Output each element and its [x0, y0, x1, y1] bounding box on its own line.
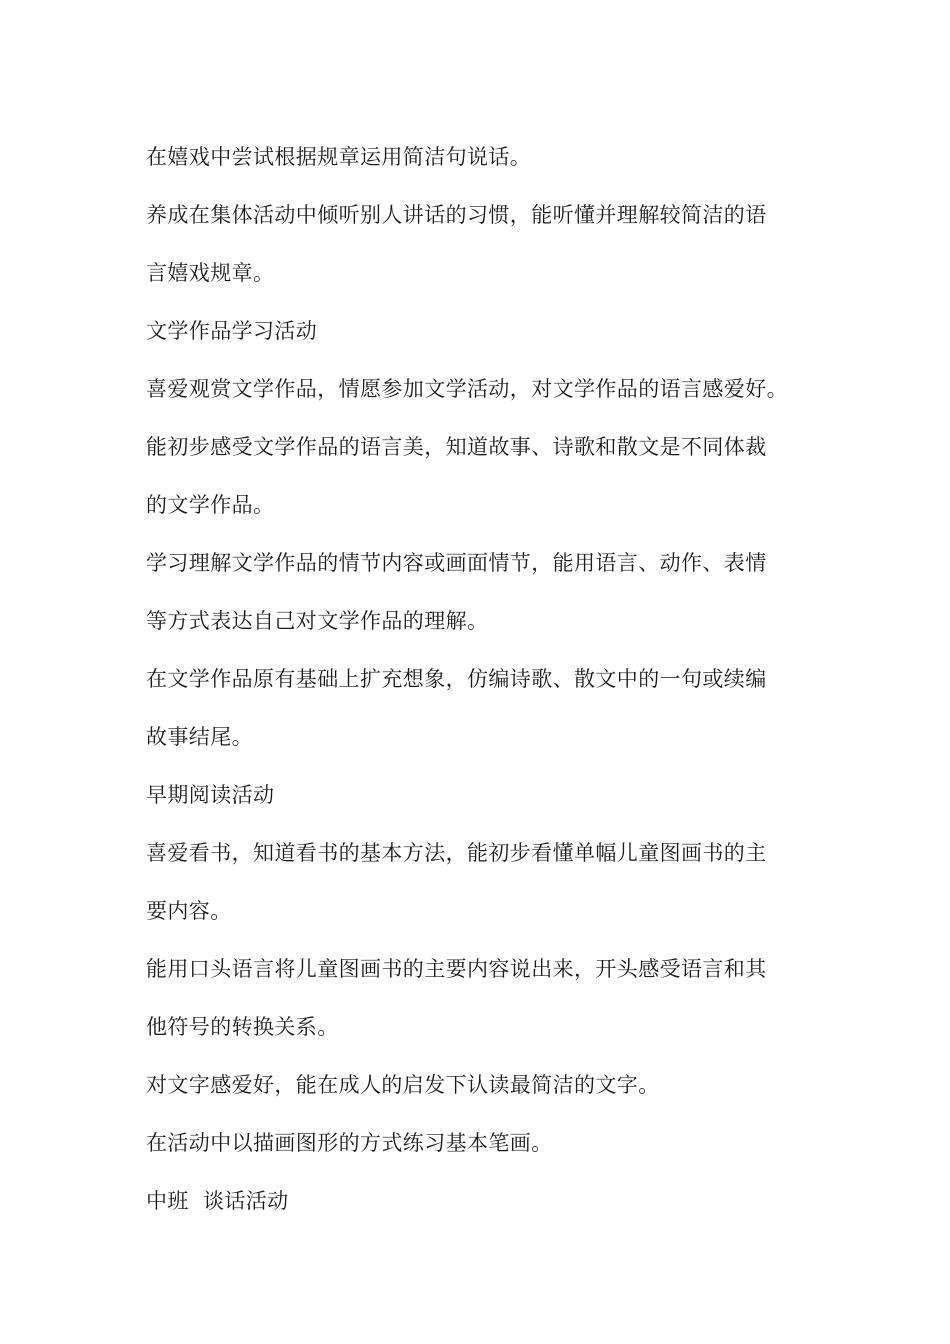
text-line: 等方式表达自己对文学作品的理解。	[146, 609, 489, 633]
text-line: 喜爱看书，知道看书的基本方法，能初步看懂单幅儿童图画书的主	[146, 841, 767, 865]
text-line: 喜爱观赏文学作品，情愿参加文学活动，对文学作品的语言感爱好。	[146, 377, 788, 401]
text-line: 言嬉戏规章。	[146, 261, 275, 285]
text-line: 他符号的转换关系。	[146, 1015, 339, 1039]
section-heading: 早期阅读活动	[146, 783, 275, 807]
section-heading: 文学作品学习活动	[146, 319, 318, 343]
text-line: 的文学作品。	[146, 493, 275, 517]
text-line: 能用口头语言将儿童图画书的主要内容说出来，开头感受语言和其	[146, 957, 767, 981]
text-line: 对文字感爱好，能在成人的启发下认读最简洁的文字。	[146, 1073, 660, 1097]
text-line: 学习理解文学作品的情节内容或画面情节，能用语言、动作、表情	[146, 551, 767, 575]
text-line: 要内容。	[146, 899, 232, 923]
text-line: 故事结尾。	[146, 725, 253, 749]
text-line: 在嬉戏中尝试根据规章运用简洁句说话。	[146, 145, 532, 169]
section-heading: 中班 谈话活动	[146, 1189, 289, 1213]
text-line: 在活动中以描画图形的方式练习基本笔画。	[146, 1131, 553, 1155]
text-line: 在文学作品原有基础上扩充想象，仿编诗歌、散文中的一句或续编	[146, 667, 767, 691]
text-line: 养成在集体活动中倾听别人讲话的习惯，能听懂并理解较简洁的语	[146, 203, 767, 227]
document-body	[146, 128, 811, 1230]
text-line: 能初步感受文学作品的语言美，知道故事、诗歌和散文是不同体裁	[146, 435, 767, 459]
